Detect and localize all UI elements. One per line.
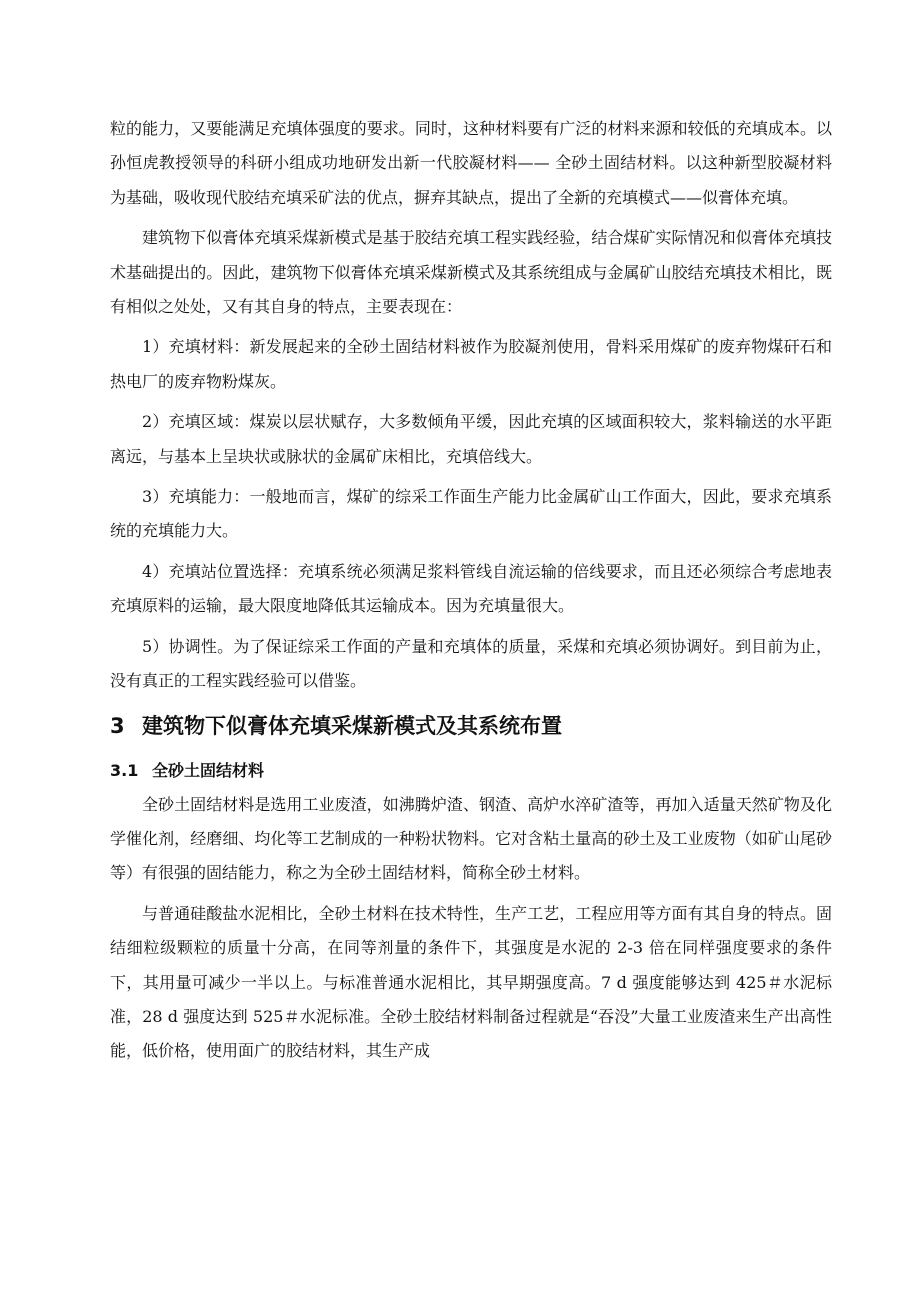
- section-number: 3: [110, 713, 125, 738]
- list-item-filling-capacity: 3）充填能力：一般地而言，煤矿的综采工作面生产能力比金属矿山工作面大，因此，要求充填系统的充填能力大。: [110, 487, 832, 541]
- section-title: 建筑物下似膏体充填采煤新模式及其系统布置: [142, 713, 562, 738]
- document-page: [110, 112, 832, 1069]
- paragraph-block: [110, 221, 832, 324]
- list-item-coordination: 5）协调性。为了保证综采工作面的产量和充填体的质量，采煤和充填必须协调好。到目前为止，没有真正的工程实践经验可以借鉴。: [110, 636, 832, 691]
- subsection-heading: [110, 754, 832, 788]
- paragraph-intro: 建筑物下似膏体充填采煤新模式是基于胶结充填工程实践经验，结合煤矿实际情况和似膏体充填技术基础提出的。因此，建筑物下似膏体充填采煤新模式及其系统组成与金属矿山胶结充填技术相比，既有相似之处处，又有其自身的特点，主要表现在：: [110, 228, 832, 317]
- list-item-filling-area: 2）充填区域：煤炭以层状赋存，大多数倾角平缓，因此充填的区域面积较大，浆料输送的水平距离远，与基本上呈块状或脉状的金属矿床相比，充填倍线大。: [110, 412, 832, 466]
- list-item: [110, 555, 832, 624]
- paragraph-material-comparison: 与普通硅酸盐水泥相比，全砂土材料在技术特性，生产工艺，工程应用等方面有其自身的特点。固结细粒级颗粒的质量十分高，在同等剂量的条件下，其强度是水泥的 2-3 倍在同样强度要求的条件下，其用量可减少一半以上。与标准普通水泥相比，其早期强度高。7 d 强度能够达到 425＃水泥标准，28 d 强度达到 525＃水泥标准。全砂土胶结材料制备过程就是“吞没”大量工业废渣来生产出高性能，低价格，使用面广的胶结材料，其生产成: [110, 903, 832, 1061]
- subsection-title: 全砂土固结材料: [152, 760, 265, 780]
- list-item: [110, 480, 832, 549]
- paragraph-continuation: 粒的能力，又要能满足充填体强度的要求。同时，这种材料要有广泛的材料来源和较低的充填成本。以孙恒虎教授领导的科研小组成功地研发出新一代胶凝材料—— 全砂土固结材料。以这种新型胶凝材料为基础，吸收现代胶结充填采矿法的优点，摒弃其缺点，提出了全新的充填模式——似膏体充填。: [110, 119, 832, 207]
- list-item-station-location: 4）充填站位置选择：充填系统必须满足浆料管线自流运输的倍线要求，而且还必须综合考虑地表充填原料的运输，最大限度地降低其运输成本。因为充填量很大。: [110, 561, 832, 616]
- section-heading: [110, 699, 832, 754]
- list-item: [110, 630, 832, 699]
- paragraph-material-definition: 全砂土固结材料是选用工业废渣，如沸腾炉渣、钢渣、高炉水淬矿渣等，再加入适量天然矿物及化学催化剂，经磨细、均化等工艺制成的一种粉状物料。它对含粘土量高的砂土及工业废物（如矿山尾砂等）有很强的固结能力，称之为全砂土固结材料，简称全砂土材料。: [110, 794, 832, 883]
- list-item-filling-material: 1）充填材料：新发展起来的全砂土固结材料被作为胶凝剂使用，骨料采用煤矿的废弃物煤矸石和热电厂的废弃物粉煤灰。: [110, 337, 832, 391]
- list-item: [110, 405, 832, 474]
- list-item: [110, 330, 832, 399]
- paragraph-block: [110, 897, 832, 1069]
- subsection-number: 3.1: [110, 760, 139, 780]
